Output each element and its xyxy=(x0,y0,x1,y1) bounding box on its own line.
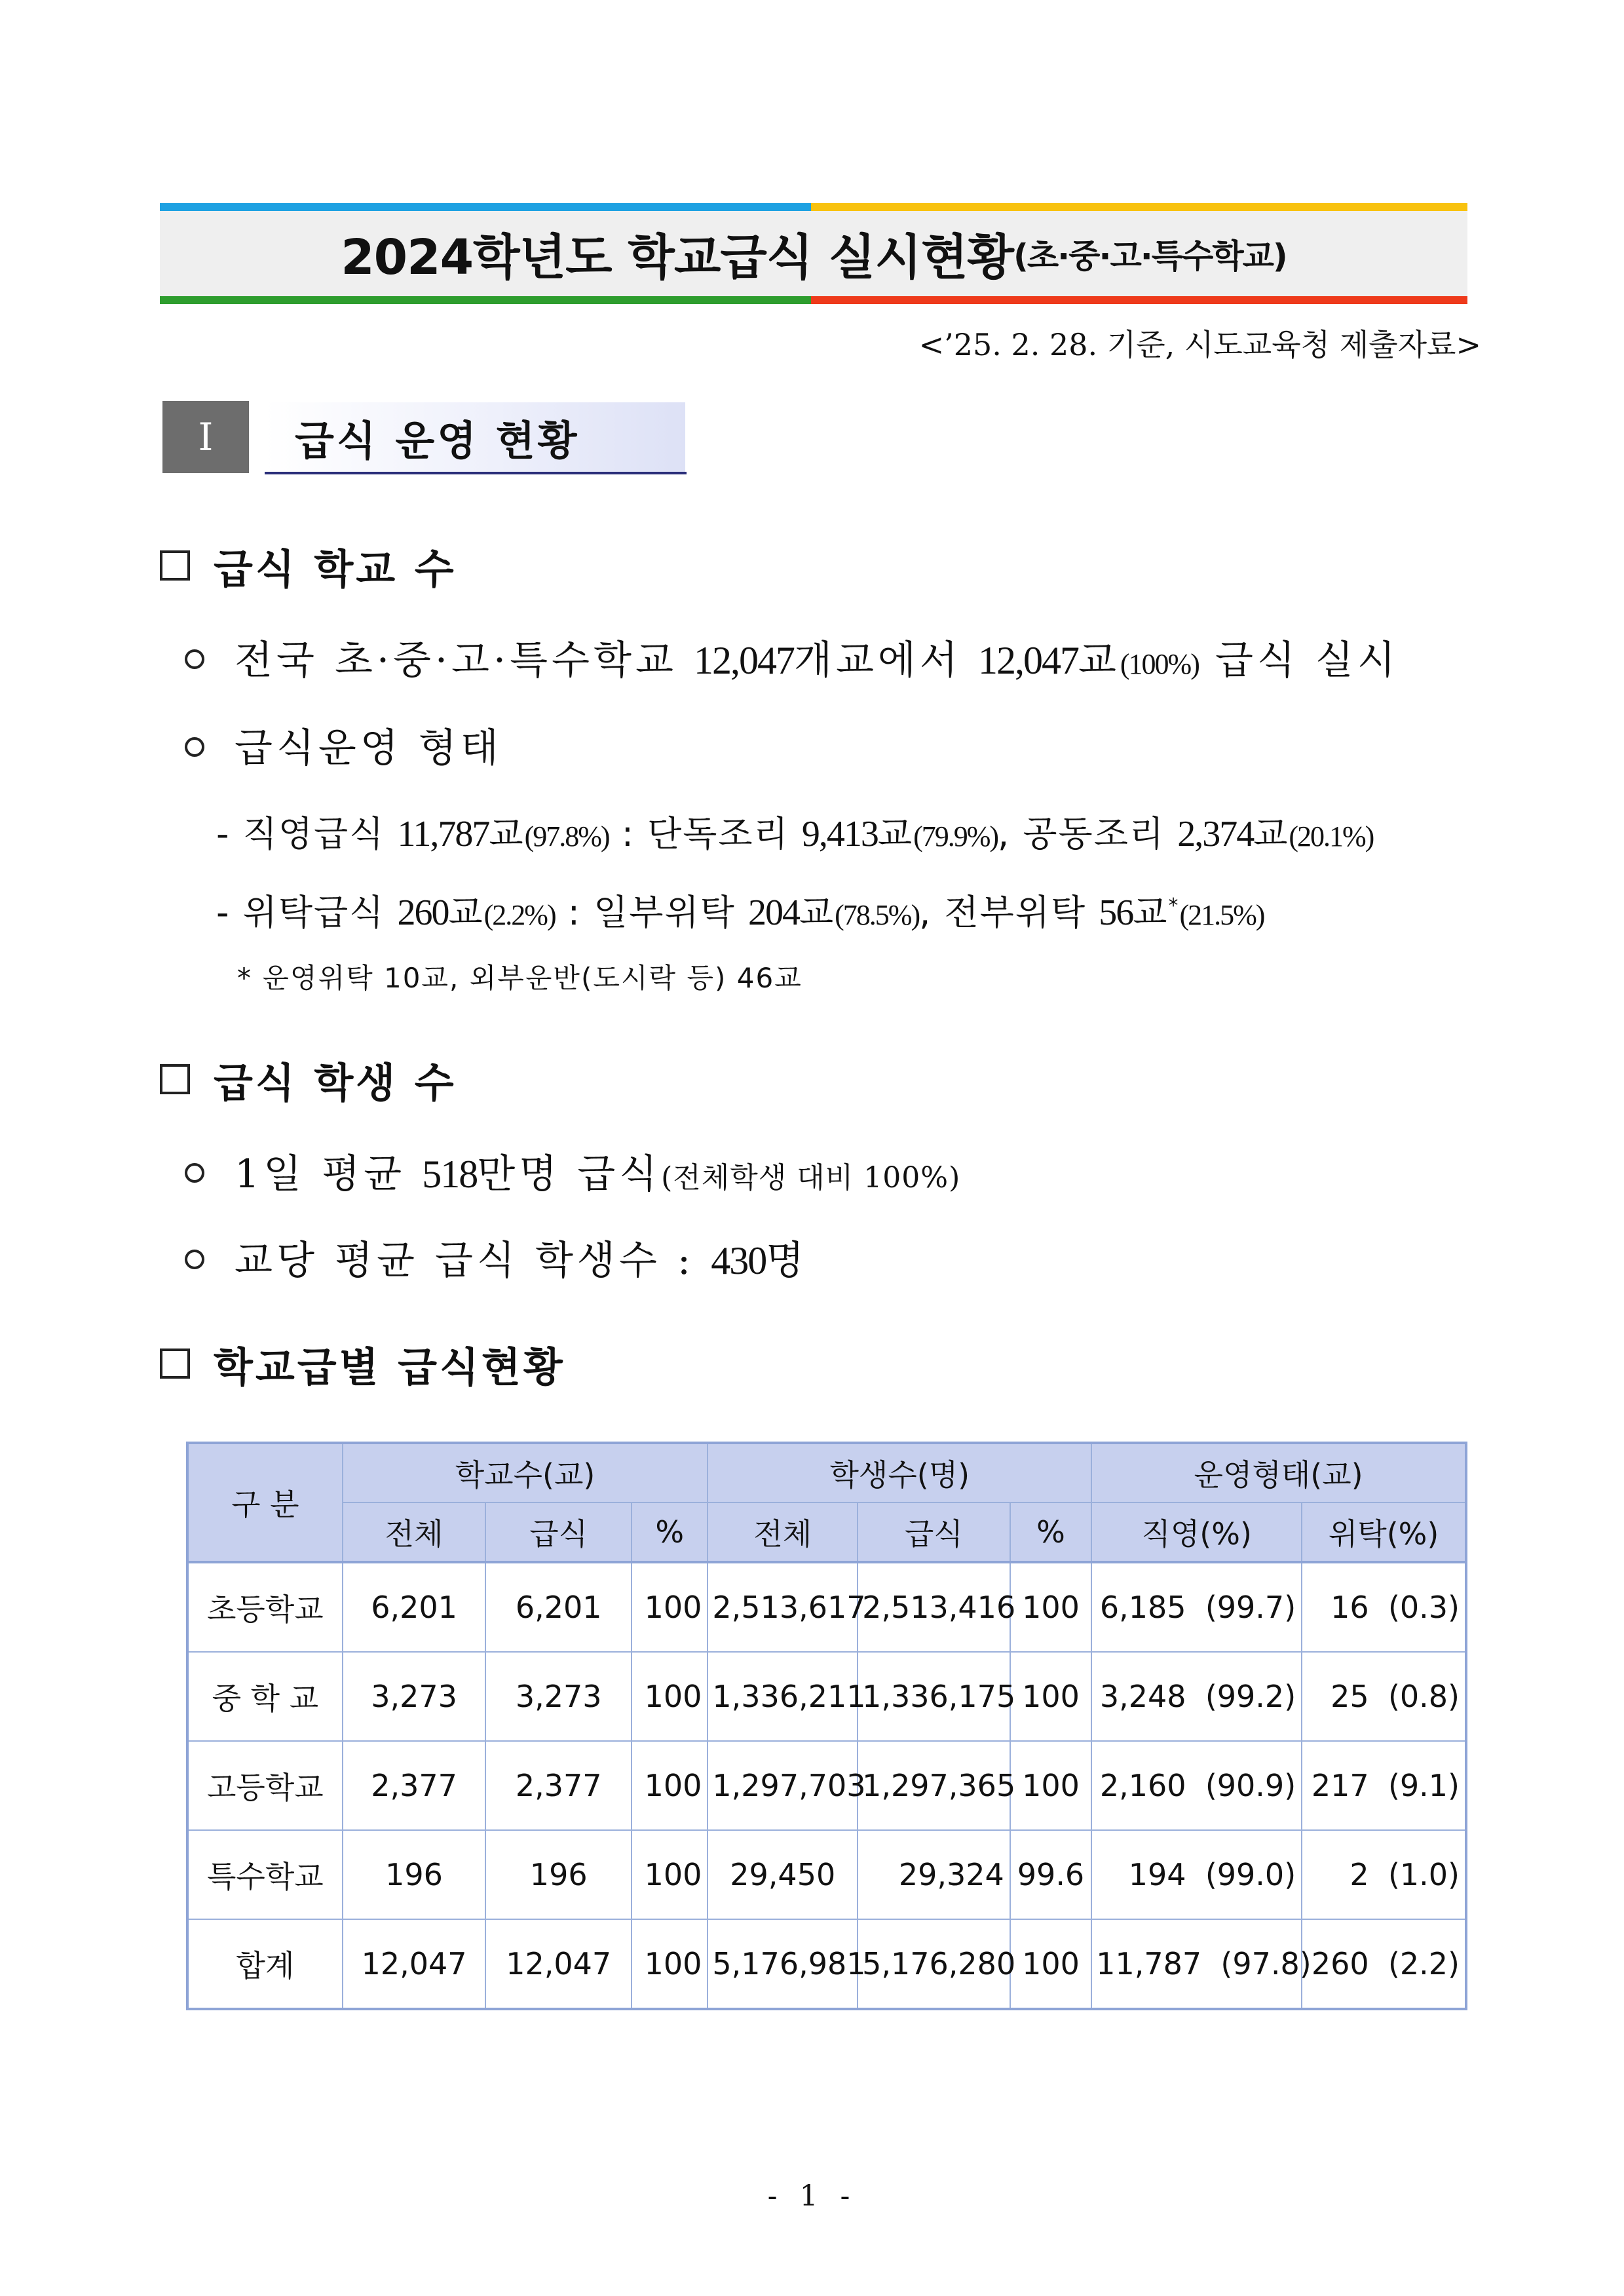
percent: (78.5%) xyxy=(835,899,920,931)
cell-student-pct: 100 xyxy=(1010,1919,1091,2009)
cell-school-total: 12,047 xyxy=(343,1919,486,2009)
percent: (21.5%) xyxy=(1179,899,1264,931)
direct-meal-line xyxy=(216,806,1373,856)
cell-student-total: 1,336,211 xyxy=(708,1652,858,1741)
heading-schools-text: 급식 학교 수 xyxy=(214,545,457,593)
percent: (97.8%) xyxy=(524,820,609,852)
direct-count: 194 xyxy=(1128,1857,1186,1892)
text: - 위탁급식 xyxy=(216,892,398,933)
table-header-operation: 운영형태(교) xyxy=(1091,1443,1466,1502)
page-number: - 1 - xyxy=(767,2179,857,2213)
cell-school-meal: 12,047 xyxy=(485,1919,632,2009)
table-header-school-meal: 급식 xyxy=(485,1502,632,1562)
cell-school-meal: 196 xyxy=(485,1830,632,1919)
percent: (2.2%) xyxy=(483,899,556,931)
table-header-consign: 위탁(%) xyxy=(1302,1502,1466,1562)
direct-percent: (99.0) xyxy=(1205,1857,1296,1892)
table-row xyxy=(187,1562,1466,1652)
number: 204 xyxy=(747,892,799,933)
table-header-student-pct: % xyxy=(1010,1502,1091,1562)
table-header-schools: 학교수(교) xyxy=(343,1443,708,1502)
heading-by-level xyxy=(160,1341,565,1391)
cell-student-total: 2,513,617 xyxy=(708,1562,858,1652)
cell-direct xyxy=(1091,1562,1302,1652)
cell-student-pct: 99.6 xyxy=(1010,1830,1091,1919)
direct-percent: (99.2) xyxy=(1205,1679,1296,1714)
cell-school-meal: 2,377 xyxy=(485,1741,632,1830)
table-row xyxy=(187,1830,1466,1919)
cell-school-meal: 6,201 xyxy=(485,1562,632,1652)
cell-consign xyxy=(1302,1830,1466,1919)
consign-percent: (9.1) xyxy=(1388,1768,1460,1803)
direct-percent: (99.7) xyxy=(1205,1590,1296,1625)
cell-consign xyxy=(1302,1741,1466,1830)
consign-count: 25 xyxy=(1331,1679,1369,1714)
text: - 직영급식 xyxy=(216,813,398,854)
percent: (79.9%) xyxy=(913,820,998,852)
cell-student-total: 29,450 xyxy=(708,1830,858,1919)
consign-percent: (1.0) xyxy=(1388,1857,1460,1892)
cell-school-pct: 100 xyxy=(632,1919,708,2009)
cell-consign xyxy=(1302,1652,1466,1741)
cell-school-pct: 100 xyxy=(632,1830,708,1919)
title-bar-bottom-left xyxy=(160,296,811,304)
students-line-per-school xyxy=(185,1229,808,1286)
text: 교 xyxy=(799,892,835,933)
heading-students-text: 급식 학생 수 xyxy=(214,1058,457,1107)
text: 교 xyxy=(1078,638,1120,683)
text: 급식 실시 xyxy=(1198,638,1399,683)
text: 급식운영 형태 xyxy=(235,725,502,771)
number: 430 xyxy=(711,1239,766,1282)
text: 만명 급식 xyxy=(477,1151,662,1197)
cell-consign xyxy=(1302,1919,1466,2009)
schools-line-type xyxy=(185,717,502,773)
consign-count: 217 xyxy=(1311,1768,1369,1803)
cell-direct xyxy=(1091,1830,1302,1919)
heading-students xyxy=(160,1056,457,1107)
cell-row-label: 특수학교 xyxy=(187,1830,343,1919)
cell-student-meal: 1,297,365 xyxy=(858,1741,1010,1830)
cell-student-meal: 29,324 xyxy=(858,1830,1010,1919)
cell-school-pct: 100 xyxy=(632,1741,708,1830)
square-bullet-icon xyxy=(160,1349,190,1379)
cell-student-meal: 1,336,175 xyxy=(858,1652,1010,1741)
number: 518 xyxy=(422,1153,478,1196)
consign-percent: (0.8) xyxy=(1388,1679,1460,1714)
text: 교당 평균 급식 학생수 : xyxy=(235,1238,711,1284)
table-header-direct: 직영(%) xyxy=(1091,1502,1302,1562)
percent: (20.1%) xyxy=(1289,820,1374,852)
direct-count: 11,787 xyxy=(1096,1946,1202,1981)
cell-school-total: 3,273 xyxy=(343,1652,486,1741)
square-bullet-icon xyxy=(160,550,190,581)
number: 12,047 xyxy=(977,639,1078,682)
table-header-students: 학생수(명) xyxy=(708,1443,1091,1502)
text: 교 xyxy=(489,813,525,854)
percent: (100%) xyxy=(1120,648,1199,680)
direct-percent: (90.9) xyxy=(1205,1768,1296,1803)
cell-school-total: 196 xyxy=(343,1830,486,1919)
cell-school-meal: 3,273 xyxy=(485,1652,632,1741)
title-bar-bottom-right xyxy=(811,296,1467,304)
circle-bullet-icon xyxy=(185,1163,204,1183)
cell-direct xyxy=(1091,1652,1302,1741)
text: , 전부위탁 xyxy=(919,892,1099,933)
text: 명 xyxy=(766,1238,808,1284)
consign-percent: (2.2) xyxy=(1388,1946,1460,1981)
consign-count: 260 xyxy=(1311,1946,1369,1981)
section-number-box xyxy=(162,401,249,473)
cell-student-pct: 100 xyxy=(1010,1652,1091,1741)
direct-count: 3,248 xyxy=(1099,1679,1186,1714)
number: 56 xyxy=(1099,892,1133,933)
page-title-sub: (초·중·고·특수학교) xyxy=(1013,237,1287,275)
text: 교 xyxy=(1133,892,1169,933)
table-header-category: 구 분 xyxy=(187,1443,343,1562)
direct-count: 2,160 xyxy=(1099,1768,1186,1803)
table-body xyxy=(187,1562,1466,2009)
cell-student-total: 5,176,981 xyxy=(708,1919,858,2009)
number: 2,374 xyxy=(1177,814,1254,854)
meal-status-table xyxy=(186,1442,1467,2010)
text: 교 xyxy=(877,813,914,854)
section-number: Ⅰ xyxy=(198,415,214,459)
text: 교 xyxy=(1253,813,1289,854)
direct-percent: (97.8) xyxy=(1220,1946,1312,1981)
table-row xyxy=(187,1741,1466,1830)
consign-meal-line xyxy=(216,885,1264,935)
text: , 공동조리 xyxy=(998,813,1178,854)
text: 전국 초·중·고·특수학교 xyxy=(235,638,694,683)
footnote-marker: * xyxy=(1168,894,1180,917)
title-bar-top-right xyxy=(811,203,1467,211)
page-title-main: 2024학년도 학교급식 실시현황 xyxy=(341,229,1013,286)
cell-row-label: 고등학교 xyxy=(187,1741,343,1830)
footnote: * 운영위탁 10교, 외부운반(도시락 등) 46교 xyxy=(237,962,803,994)
page-title xyxy=(160,211,1467,296)
cell-row-label: 초등학교 xyxy=(187,1562,343,1652)
cell-row-label: 합계 xyxy=(187,1919,343,2009)
number: 9,413 xyxy=(801,814,878,854)
table-header-school-pct: % xyxy=(632,1502,708,1562)
consign-percent: (0.3) xyxy=(1388,1590,1460,1625)
cell-school-total: 2,377 xyxy=(343,1741,486,1830)
title-bar-top-left xyxy=(160,203,811,211)
circle-bullet-icon xyxy=(185,737,204,757)
table-header-student-total: 전체 xyxy=(708,1502,858,1562)
text: (전체학생 대비 100%) xyxy=(661,1161,961,1195)
cell-school-total: 6,201 xyxy=(343,1562,486,1652)
circle-bullet-icon xyxy=(185,649,204,669)
number: 260 xyxy=(397,892,449,933)
text: 1일 평균 xyxy=(235,1151,423,1197)
cell-direct xyxy=(1091,1741,1302,1830)
cell-student-total: 1,297,703 xyxy=(708,1741,858,1830)
cell-consign xyxy=(1302,1562,1466,1652)
section-title-underline xyxy=(265,472,687,474)
date-note: <’25. 2. 28. 기준, 시도교육청 제출자료> xyxy=(918,327,1481,362)
cell-student-meal: 2,513,416 xyxy=(858,1562,1010,1652)
cell-row-label: 중 학 교 xyxy=(187,1652,343,1741)
number: 11,787 xyxy=(397,814,489,854)
table-header-school-total: 전체 xyxy=(343,1502,486,1562)
cell-school-pct: 100 xyxy=(632,1562,708,1652)
section-title: 급식 운영 현황 xyxy=(295,416,580,465)
cell-direct xyxy=(1091,1919,1312,2009)
consign-count: 2 xyxy=(1350,1857,1369,1892)
number: 12,047 xyxy=(694,639,795,682)
table-row xyxy=(187,1919,1466,2009)
schools-line-total xyxy=(185,629,1399,685)
cell-student-pct: 100 xyxy=(1010,1741,1091,1830)
square-bullet-icon xyxy=(160,1064,190,1094)
table-header-student-meal: 급식 xyxy=(858,1502,1010,1562)
students-line-daily xyxy=(185,1143,960,1199)
consign-count: 16 xyxy=(1331,1590,1369,1625)
cell-student-meal: 5,176,280 xyxy=(858,1919,1010,2009)
text: : 일부위탁 xyxy=(555,892,748,933)
text: : 단독조리 xyxy=(609,813,802,854)
text: 개교에서 xyxy=(794,638,978,683)
table-row xyxy=(187,1652,1466,1741)
heading-schools xyxy=(160,543,457,593)
circle-bullet-icon xyxy=(185,1250,204,1269)
cell-school-pct: 100 xyxy=(632,1652,708,1741)
heading-by-level-text: 학교급별 급식현황 xyxy=(214,1343,565,1391)
text: 교 xyxy=(448,892,484,933)
direct-count: 6,185 xyxy=(1099,1590,1186,1625)
cell-student-pct: 100 xyxy=(1010,1562,1091,1652)
